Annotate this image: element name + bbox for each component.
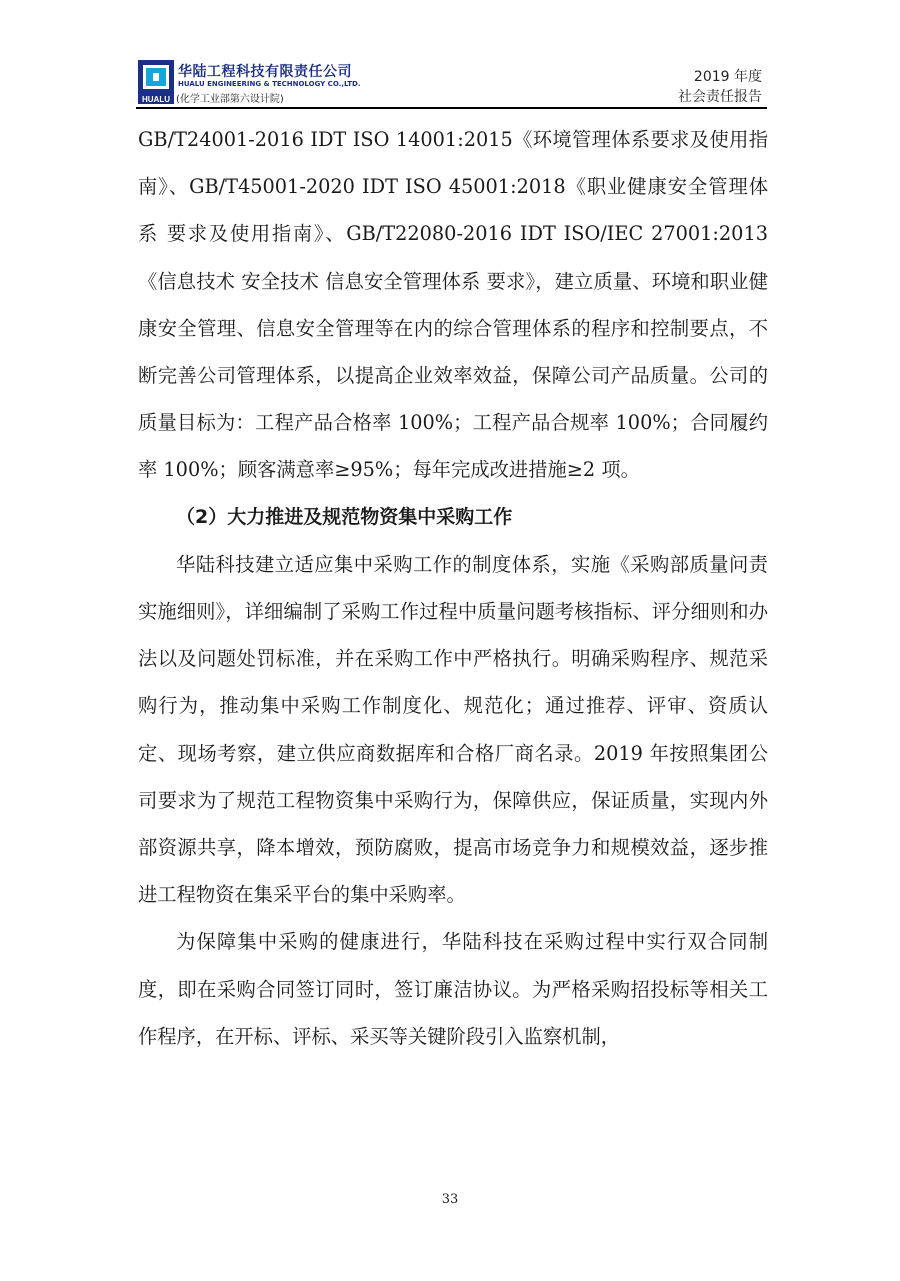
header-divider <box>136 107 767 109</box>
paragraph-procurement-system: 华陆科技建立适应集中采购工作的制度体系，实施《采购部质量问责实施细则》，详细编制了采购工作过程中质量问题考核指标、评分细则和办法以及问题处罚标准，并在采购工作中严格执行。明确采购程序、规范采购行为，推动集中采购工作制度化、规范化；通过推荐、评审、资质认定、现场考察，建立供应商数据库和合格厂商名录。2019 年按照集团公司要求为了规范工程物资集中采购行为，保障供应，保证质量，实现内外部资源共享，降本增效，预防腐败，提高市场竞争力和规模效益，逐步推进工程物资在集采平台的集中采购率。 <box>138 552 768 907</box>
paragraph-management-systems: GB/T24001-2016 IDT ISO 14001:2015《环境管理体系要求及使用指南》、GB/T45001-2020 IDT ISO 45001:2018《职业健康安全管理体系 要求及使用指南》、GB/T22080-2016 IDT ISO/IEC 27001:2013《信息技术 安全技术 信息安全管理体系 要求》，建立质量、环境和职业健康安全管理、信息安全管理等在内的综合管理体系的程序和控制要点，不断完善公司管理体系，以提高企业效率效益，保障公司产品质量。公司的质量目标为：工程产品合格率 100%；工程产品合规率 100%；合同履约率 100%；顾客满意率≥95%；每年完成改进措施≥2 项。 <box>138 128 768 482</box>
paragraph-dual-contract: 为保障集中采购的健康进行，华陆科技在采购过程中实行双合同制度，即在采购合同签订同时，签订廉洁协议。为严格采购招投标等相关工作程序，在开标、评标、采买等关键阶段引入监察机制， <box>138 930 768 1048</box>
hualu-logo-icon <box>138 60 174 104</box>
page-number: 33 <box>441 1192 459 1207</box>
company-name-cn: 华陆工程科技有限责任公司 <box>178 64 352 80</box>
company-subtitle: (化学工业部第六设计院) <box>176 94 284 105</box>
company-name-en: HUALU ENGINEERING & TECHNOLOGY CO.,LTD. <box>178 80 361 88</box>
report-year: 2019 年度 <box>693 69 762 85</box>
page-body <box>138 116 768 1060</box>
section-heading: （2）大力推进及规范物资集中采购工作 <box>176 505 513 528</box>
report-title: 社会责任报告 <box>678 89 762 105</box>
page-header <box>138 60 766 108</box>
logo-text: HUALU <box>142 95 170 104</box>
